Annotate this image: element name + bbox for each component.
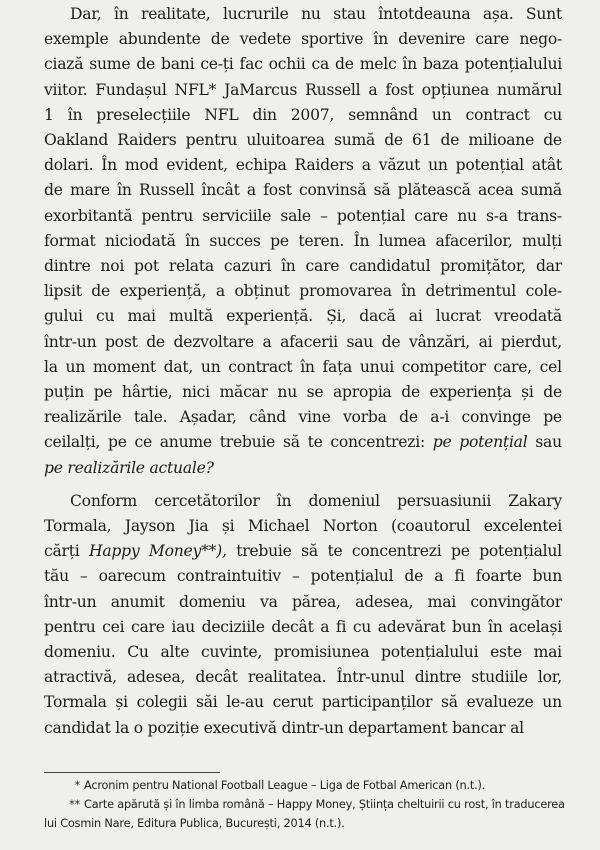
footnote-2 [44, 795, 564, 814]
text-line: viitor. Fundașul NFL* JaMarcus Russell a fost opțiunea numărul [44, 80, 562, 99]
footnote-mark: ** [69, 798, 80, 811]
text-line: cărți Happy Money**), trebuie să te concentrezi pe potențialul [44, 542, 562, 561]
text-line: Tormala și colegii săi le-au cerut participanților să evalueze un [44, 693, 562, 712]
text-line: Conform cercetătorilor în domeniul persuasiunii Zakary [70, 491, 562, 510]
text-line: gului cu mai multă experiență. Și, dacă ai lucrat vreodată [44, 307, 562, 326]
text-line: la un moment dat, un contract în fața unui competitor care, cel [44, 357, 562, 376]
footnote-2-continued [44, 814, 564, 833]
text-line: exemple abundente de vedete sportive în devenire care nego- [44, 30, 562, 49]
text-line: tău – oarecum contraintuitiv – potențialul de a fi foarte bun [44, 567, 562, 586]
text-line: Oakland Raiders pentru uluitoarea sumă de 61 de milioane de [44, 131, 562, 150]
text-line: într-un post de dezvoltare a afacerii sau de vânzări, ai pierdut, [44, 332, 562, 351]
text-line: realizările tale. Așadar, când vine vorba de a-i convinge pe [44, 408, 562, 427]
body-text [44, 0, 562, 741]
footnote-mark: * [74, 779, 80, 792]
footnote-text: lui Cosmin Nare, Editura Publica, București, 2014 (n.t.). [44, 817, 345, 830]
text-line: pe realizările actuale? [44, 458, 214, 477]
text-line: ciază sume de bani ce-ți fac ochii ca de melc în baza potențialului [44, 55, 562, 74]
paragraph-1 [44, 2, 562, 481]
text-line: atractivă, adesea, decât realitatea. Într-unul dintre studiile lor, [44, 668, 562, 687]
text-line: pentru cei care iau deciziile decât a fi cu adevărat bun în același [44, 617, 562, 636]
text-line: dolari. În mod evident, echipa Raiders a văzut un potențial atât [44, 156, 562, 175]
text-line: domeniu. Cu alte cuvinte, promisiunea potențialului este mai [44, 643, 562, 662]
text-line: Dar, în realitate, lucrurile nu stau întotdeauna așa. Sunt [70, 5, 562, 23]
text-line: 1 în preselecțiile NFL din 2007, semnând un contract cu [44, 105, 562, 124]
text-line: Tormala, Jayson Jia și Michael Norton (coautorul excelentei [44, 517, 562, 536]
text-line: lipsit de experiență, a obținut promovarea în detrimentul cole- [44, 282, 562, 301]
text-line: de mare în Russell încât a fost convinsă să plătească acea sumă [44, 181, 562, 200]
paragraph-2 [44, 489, 562, 741]
text-line: dintre noi pot relata cazuri în care candidatul promițător, dar [44, 257, 562, 276]
text-line: puțin pe hârtie, nici măcar nu se apropia de experiența și de [44, 383, 562, 402]
text-line: ceilalți, pe ce anume trebuie să te concentrezi: pe potențial sau [44, 433, 562, 452]
footnote-divider [44, 772, 220, 773]
footnote-text: Carte apărută și în limba română – Happy Money, Știința cheltuirii cu rost, în traducerea [84, 798, 565, 811]
text-line: într-un anumit domeniu va părea, adesea, mai convingător [44, 592, 562, 611]
text-line: format niciodată în succes pe teren. În lumea afacerilor, mulți [44, 231, 562, 250]
footnote-text: Acronim pentru National Football League – Liga de Fotbal American (n.t.). [84, 779, 486, 792]
text-line: exorbitantă pentru serviciile sale – potențial care nu s-a trans- [44, 206, 562, 225]
text-line: candidat la o poziție executivă dintr-un departament bancar al [44, 718, 524, 737]
footnote-1 [44, 776, 564, 795]
